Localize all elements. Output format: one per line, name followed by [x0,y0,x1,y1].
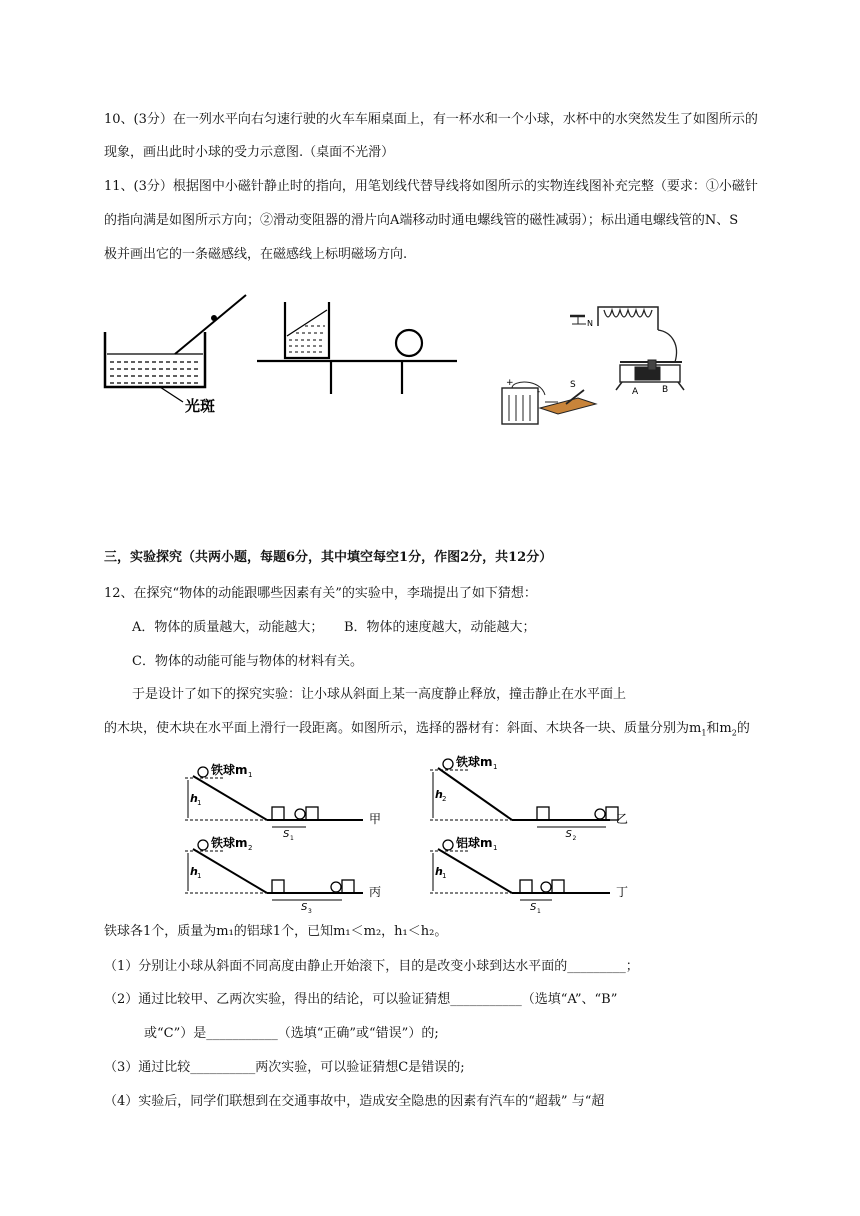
incline-ball [198,840,208,850]
q12-para2 [104,720,750,743]
ball-on-floor [541,882,551,892]
height-label: h [435,865,443,878]
q12-option-b: B．物体的速度越大，动能越大； [344,620,536,635]
distance-label: S [530,902,537,913]
height-label-sub: 2 [442,795,447,803]
distance-label: S [565,829,572,840]
q10-line2: 现象，画出此时小球的受力示意图.（桌面不光滑） [104,145,395,160]
panel-tag: 丙 [369,885,382,899]
rheostat-b-label: B [662,385,669,395]
question-2b: 或“C”）是___________（选填“正确”或“错误”）的; [144,1026,439,1041]
light-spot-label: 光斑 [185,397,216,415]
ball-label-sub: 1 [493,763,498,771]
panel-jia [185,762,381,842]
incline-ball [443,840,453,850]
ball-on-floor [295,809,305,819]
light-ray-arrow-dot [211,315,217,321]
wood-block-start [520,880,532,893]
ball-label-sub: 2 [248,844,253,852]
q12-intro: 12、在探究“物体的动能跟哪些因素有关”的实验中，李瑞提出了如下猜想： [104,586,537,601]
distance-label-sub: 1 [290,835,294,842]
question-2a: （2）通过比较甲、乙两次实验，得出的结论，可以验证猜想___________（选填“A”、“B” [104,992,618,1007]
distance-label: S [283,829,290,840]
q11-line3: 极并画出它的一条磁感线，在磁感线上标明磁场方向. [104,247,408,262]
wood-block-start [537,807,549,820]
distance-label-sub: 3 [308,908,312,915]
ball-label-sub: 1 [493,844,498,852]
ball-on-floor [595,809,605,819]
battery-plus-label: + [506,378,514,388]
question-1: （1）分别让小球从斜面不同高度由静止开始滚下，目的是改变小球到达水平面的_________； [104,959,639,974]
incline-ball [443,759,453,769]
incline-figure [180,755,660,915]
panel-tag: 丁 [616,885,629,899]
wood-block-start [272,880,284,893]
q12-option-c: C．物体的动能可能与物体的材料有关。 [132,654,363,669]
rheostat-a-label: A [632,387,639,397]
ball-label: 铁球m [456,755,493,769]
section3-heading: 三，实验探究（共两小题，每题6分，其中填空每空1分，作图2分，共12分） [104,550,553,565]
q11-line2: 的指向满是如图所示方向；②滑动变阻器的滑片向A端移动时通电螺线管的磁性减弱）；标出通电螺线管的N、S [104,213,739,228]
height-label: h [190,865,198,878]
wood-block-end [342,880,354,893]
panel-tag: 乙 [616,812,629,826]
ball-label: 铁球m [211,763,248,777]
ball-label: 铁球m [211,836,248,850]
wood-block-start [272,807,284,820]
panel-tag: 甲 [369,812,382,826]
question-4: （4）实验后，同学们联想到在交通事故中，造成安全隐患的因素有汽车的“超载” 与“超 [104,1094,605,1109]
compass-n-label: N [587,319,593,328]
q12-para2-a: 的木块，使木块在水平面上滑行一段距离。如图所示，选择的器材有：斜面、木块各一块、质量分别为m [104,721,702,736]
incline-ball [198,767,208,777]
height-label: h [190,792,198,805]
question-3: （3）通过比较__________两次实验，可以验证猜想C是错误的; [104,1060,465,1075]
panel-yi [430,755,628,842]
q12-para2-sub2: 2 [731,728,737,738]
q11-line1: 11、(3分）根据图中小磁针静止时的指向，用笔划线代替导线将如图所示的实物连线图补充完整（要求：①小磁针 [104,179,758,194]
wood-block-end [552,880,564,893]
q12-para1: 于是设计了如下的探究实验：让小球从斜面上某一高度静止释放，撞击静止在水平面上 [132,687,627,702]
container-figure [105,295,246,402]
q10-line1: 10、(3分）在一列水平向右匀速行驶的火车车厢桌面上，有一杯水和一个小球，水杯中的水突然发生了如图所示的 [104,112,758,127]
battery-minus-label: - [537,387,541,397]
switch-s-label: S [570,380,576,390]
circuit-figure [502,307,684,424]
ball-label-sub: 1 [248,771,253,779]
q12-para2-sub1: 1 [701,728,707,738]
height-label-sub: 1 [197,872,202,880]
cup-ball-figure [257,302,457,394]
panel-bing [185,835,381,915]
ball-on-floor [331,882,341,892]
q12-para2-b: 的 [736,721,750,736]
height-label-sub: 1 [197,799,202,807]
distance-label: S [301,902,308,913]
q12-para3: 铁球各1个，质量为m₁的铝球1个，已知m₁＜m₂，h₁＜h₂。 [104,924,448,939]
ball-label: 铝球m [456,836,493,850]
distance-label-sub: 1 [537,908,541,915]
height-label: h [435,788,443,801]
top-figures [0,285,860,435]
ball [396,330,422,356]
q12-option-a: A．物体的质量越大，动能越大； [132,620,324,635]
distance-label-sub: 2 [572,835,577,842]
q12-para2-and: 和m [706,721,732,736]
height-label-sub: 1 [442,872,447,880]
wood-block-end [306,807,318,820]
panel-ding [430,835,628,915]
